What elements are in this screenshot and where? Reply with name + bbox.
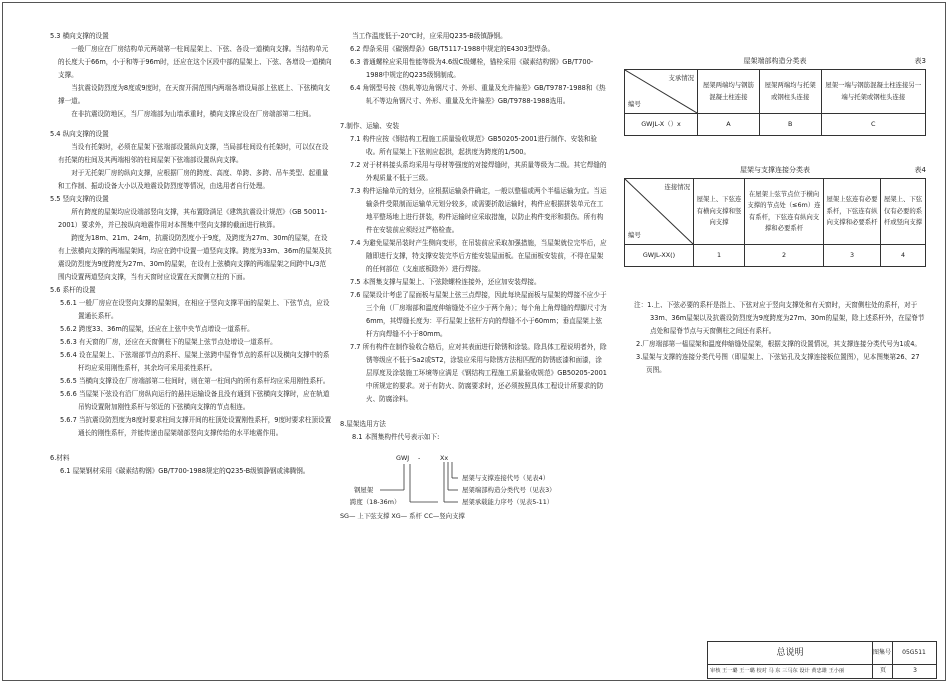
- section-7-6: 7.6 屋架设计考虑了屋面板与屋架上弦三点焊接，因此每块屋面板与屋架的焊接不应少于三个角（厂房端部和温度伸缩缝处不应少于两个角）；每个角上角焊缝的焊脚尺寸为6mm，其焊缝长度为：平行屋架上弦杆方向的焊缝不小于60mm；垂直屋架上弦杆方向焊缝不小于80mm。: [350, 291, 607, 338]
- section-5-5-title: 5.5 竖向支撑的设置: [50, 195, 109, 203]
- section-7-7: 7.7 所有构件在制作验收合格后，应对其表面进行除锈和涂装。除具体工程说明者外，除锈等级应不低于Sa2或ST2，涂装应采用与除锈方法相匹配的防锈底漆和面漆，涂层厚度及涂装施工环境等应满足《钢结构工程施工质量验收规范》GB50205-2001中所规定的要求。对于有防火、防腐要求时，还必须按照具体工程设计所要求的防火、防腐涂料。: [350, 343, 607, 403]
- section-5-6-4: 5.6.4 设在屋架上、下弦端部节点的系杆、屋架上弦跨中屋脊节点的系杆以及横向支撑中的系杆均应采用刚性系杆，其余均可采用柔性系杆。: [60, 351, 330, 372]
- table3-col3: 屋架一端与钢筋混凝土柱连接另一端与托架或钢柱头连接: [821, 70, 925, 114]
- legend-connection-code: 屋架与支撑连接代号（见表4）: [462, 474, 550, 482]
- table4-col1: 屋架上、下弦连有横向支撑和竖向支撑: [694, 179, 745, 245]
- table4-row-code: GWJL-XX(): [625, 245, 694, 267]
- table3-title: 屋架端部构造分类表: [743, 57, 807, 65]
- section-5-6-1: 5.6.1 一般厂房应在设竖向支撑的屋架间，在相应于竖向支撑平面的屋架上、下弦节点，应设置通长系杆。: [60, 299, 330, 320]
- section-7-4: 7.4 为避免屋架吊装时产生侧向变形，在吊装前应采取加强措施，当屋架就位完毕后，应随即进行支撑，特支撑安装完毕后方能安装屋面板。在屋面板安装前，不得在屋架的任何部位（支座底板除外）进行焊接。: [350, 239, 607, 273]
- column-2: [340, 30, 608, 522]
- table3-header-diagonal: [625, 70, 698, 114]
- section-5-6-2: 5.6.2 跨度33、36m的屋架，还应在上弦中央节点增设一道系杆。: [60, 325, 254, 333]
- legend-abbreviations: SG— 上下弦支撑 XG— 系杆 CC—竖向支撑: [340, 512, 465, 520]
- section-5-6-7: 5.6.7 当抗震设防烈度为8度时要求柱间支撑开间的柱顶处设置刚性系杆，9度时要求柱顶设置通长的刚性系杆，并能传递由屋架端部竖向支撑传给的水平地震作用。: [60, 416, 332, 437]
- end-structure-table: [624, 69, 926, 136]
- section-5-4-title: 5.4 纵向支撑的设置: [50, 130, 109, 138]
- table4-header-top: 连接情况: [664, 183, 690, 191]
- drawing-title: 总说明: [708, 642, 873, 665]
- table4-cell-2: 2: [745, 245, 824, 267]
- signature-row: [708, 664, 936, 678]
- note-3: 3.屋架与支撑的连接分类代号图（即屋架上、下弦钻孔及支撑连接板位置图），见本图集第26、27页图。: [636, 353, 920, 374]
- note-2: 2.厂房端部第一榀屋架和温度伸缩缝处屋架，根据支撑的设置情况，其支撑连接分类代号为1或4。: [636, 340, 922, 348]
- table4-cell-3: 3: [824, 245, 881, 267]
- section-5-5-p2: 跨度为18m、21m、24m，抗震设防烈度小于9度，及跨度为27m、30m的屋架，在设有上弦横向支撑的两端屋架间，均应在跨中设置一道竖向支撑。跨度为33m、36m的屋架及抗震设防烈度为9度跨度为27m、30m的屋架，在设有上弦横向支撑的两端屋架之间跨中L/3范围内设置两道竖向支撑，当有天窗时应设置在天窗侧立柱的下面。: [58, 234, 332, 281]
- table4-number: 表4: [914, 166, 926, 174]
- page-label: 页: [872, 664, 893, 678]
- section-6-2: 6.2 焊条采用《碳钢焊条》GB/T5117-1988中规定的E4303型焊条。: [350, 45, 555, 53]
- code-suffix: Xx: [440, 454, 449, 462]
- section-6-1-cont: 当工作温度低于-20℃时，应采用Q235-B级镇静钢。: [352, 32, 507, 40]
- column-1: [50, 30, 332, 478]
- legend-span: 跨度（18-36m）: [350, 498, 401, 506]
- section-5-3-p3: 在非抗震设防地区，当厂房端部为山墙承重时，横向支撑应设在厂房端部第二柱间。: [71, 110, 316, 118]
- code-separator: -: [418, 454, 421, 462]
- table3-caption: [624, 55, 926, 69]
- section-7-1: 7.1 构件应按《钢结构工程施工质量验收规范》GB50205-2001进行制作、安装和验收。所有屋架上下弦则应起拱，起拱度为跨度的1/500。: [350, 135, 597, 156]
- section-5-4-p1: 当设有托架时，必须在屋架下弦端部设置纵向支撑，当局部柱间设有托架时，可以仅在设有托架的柱间及其两端相邻的柱间屋架下弦端部设置纵向支撑。: [58, 143, 329, 164]
- section-7-3: 7.3 构件运输单元的划分，应根据运输条件确定，一般以整榀或两个半榀运输为宜。当运输条件受限制而运输单元划分较多，或需要折散运输时，构件应根据拼装单元在工地平整场地上进行拼装，构件运输时应采取措施，以防止构件变形和损伤。所有构件在安装前应须经过严格检查。: [350, 187, 607, 234]
- legend-end-structure-code: 屋架端部构造分类代号（见表3）: [462, 486, 556, 494]
- section-5-4-p2: 对于无托架厂房的纵向支撑，应根据厂房的跨度、高度、单跨、多跨、吊车类型、起重量和工作制、振动设备大小以及地震设防烈度等情况，由选用者自行处理。: [58, 169, 329, 190]
- table4-caption: [624, 164, 926, 178]
- code-main: GWJ: [396, 454, 410, 462]
- section-5-3-p2: 当抗震设防烈度为8度或9度时，在天窗开洞范围内两端各增设局部上弦底上、下弦横向支撑一道。: [58, 84, 331, 105]
- note-1: 注：1.上、下弦必要的系杆是指上、下弦对应于竖向支撑处和有天窗时，天窗侧柱处的系杆，对于33m、36m屋架以及抗震设防烈度为9度跨度为27m、30m的屋架，除上述系杆外，在屋脊节点处和屋脊节点与天窗侧柱之间还有系杆。: [634, 301, 925, 335]
- section-6-title: 6.材料: [50, 454, 70, 462]
- support-connection-table: [624, 178, 926, 267]
- section-7-title: 7.制作、运输、安装: [340, 122, 400, 130]
- column-3: [624, 55, 926, 377]
- table4-header-diagonal: [625, 179, 694, 245]
- section-6-1: 6.1 屋架钢材采用《碳素结构钢》GB/T700-1988规定的Q235-B级镇静钢或沸腾钢。: [60, 467, 310, 475]
- table3-cell-a: A: [698, 114, 760, 136]
- section-5-5-p1: 所有跨度的屋架均应设端部竖向支撑，其布置除满足《建筑抗震设计规范》（GB 50011-2001）要求外，并已按纵向地震作用对本图集中竖向支撑的截面进行核算。: [58, 208, 328, 229]
- table4-col4: 屋架上、下弦仅有必要的系杆或竖向支撑: [881, 179, 926, 245]
- section-5-6-3: 5.6.3 有天窗的厂房，还应在天窗侧柱下的屋架上弦节点处增设一道系杆。: [60, 338, 277, 346]
- table4-cell-4: 4: [881, 245, 926, 267]
- table4-title: 屋架与支撑连接分类表: [740, 166, 810, 174]
- section-8-1: 8.1 本图集构件代号表示如下:: [352, 433, 440, 441]
- page-number: 3: [892, 664, 937, 678]
- table3-col1: 屋架两端均与钢筋混凝土柱连接: [698, 70, 760, 114]
- table3-header-bottom: 编号: [628, 99, 641, 108]
- section-8-title: 8.屋架选用方法: [340, 420, 386, 428]
- section-5-6-5: 5.6.5 当横向支撑设在厂房端部第二柱间时，则在第一柱间内的所有系杆均应采用刚性系杆。: [60, 377, 330, 385]
- code-legend-diagram: [340, 450, 608, 522]
- legend-steel-truss: 钢屋架: [354, 486, 374, 494]
- table3-cell-c: C: [821, 114, 925, 136]
- atlas-number-label: 图集号: [872, 642, 893, 665]
- table3-number: 表3: [914, 57, 926, 65]
- table3-header-top: 支承情况: [668, 74, 694, 82]
- section-6-4: 6.4 角钢型号按《热轧等边角钢尺寸、外形、重量及允许偏差》GB/T9787-1988和《热轧不等边角钢尺寸、外形、重量及允许偏差》GB/T9788-1988选用。: [350, 84, 606, 105]
- atlas-number: 05G511: [892, 642, 936, 665]
- table3-cell-b: B: [759, 114, 821, 136]
- section-5-3-p1: 一般厂房应在厂房结构单元两端第一柱间屋架上、下弦、各设一道横向支撑。当结构单元的长度大于66m，小于和等于96m时，还应在这个区段中部的屋架上、下弦、各增设一道横向支撑。: [58, 45, 332, 79]
- section-5-3-title: 5.3 横向支撑的设置: [50, 32, 109, 40]
- table3-row-code: GWJL-X（）x: [625, 114, 698, 136]
- table4-col3: 屋架上弦连有必要系杆，下弦连有纵向支撑和必要系杆: [824, 179, 881, 245]
- legend-capacity-code: 屋架承载能力序号（见表5-11）: [462, 498, 554, 506]
- section-7-5: 7.5 本图集支撑与屋架上、下弦除螺栓连接外，还应加安装焊接。: [350, 278, 541, 286]
- notes-block: [624, 299, 926, 377]
- section-5-6-6: 5.6.6 当屋架下弦设有沿厂房纵向运行的悬挂运输设备且没有通到下弦横向支撑时，应在轨道吊钩设置附加刚性系杆与邻近的下弦横向支撑的节点相连。: [60, 390, 330, 411]
- section-6-3: 6.3 普通螺栓应采用性能等级为4.6级C级螺栓，锚栓采用《碳素结构钢》GB/T700-1988中规定的Q235级钢制成。: [350, 58, 594, 79]
- section-7-2: 7.2 对于材料接头系均采用与母材等强度的对接焊缝时，其质量等级为二级。其它焊缝的外观质量不低于三级。: [350, 161, 607, 182]
- table4-col2: 在屋架上弦节点位于横向支撑的节点处（≤6m）连有系杆，下弦连有纵向支撑和必要系杆: [745, 179, 824, 245]
- title-block: [707, 641, 937, 679]
- section-5-6-title: 5.6 系杆的设置: [50, 286, 96, 294]
- table4-cell-1: 1: [694, 245, 745, 267]
- review-signatures: 审核 王一璐 王一璐 校对 马 东 三马东 设计 黄忠雄 王小丽: [710, 668, 845, 674]
- table3-col2: 屋架两端均与托架或钢柱头连接: [759, 70, 821, 114]
- table4-header-bottom: 编号: [628, 230, 641, 239]
